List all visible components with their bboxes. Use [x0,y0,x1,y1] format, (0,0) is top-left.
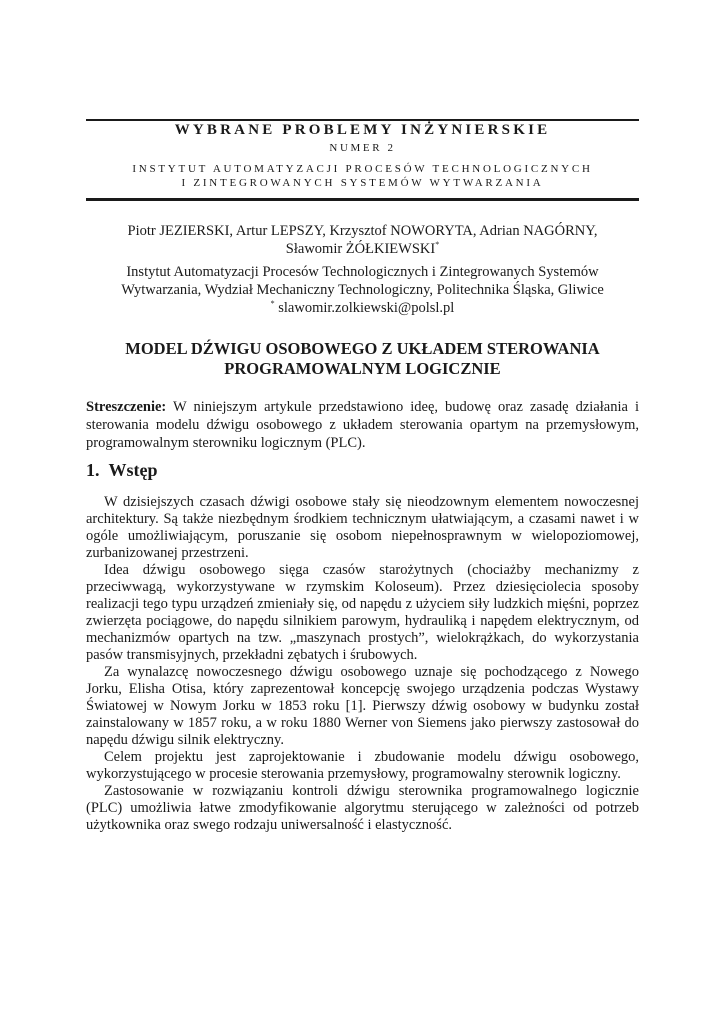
section-title: Wstęp [108,460,158,480]
abstract-text: W niniejszym artykule przedstawiono ideę, budowę oraz zasadę działania i sterowania modelu dźwigu osobowego z układem sterowania opartym na przemysłowym, programowalnym sterowniku logicznym (PLC). [86,399,639,451]
abstract [86,398,639,452]
authors-line-2 [86,240,639,258]
affiliation-email-line [86,299,639,317]
abstract-label: Streszczenie: [86,399,167,415]
body-paragraph-4: Celem projektu jest zaprojektowanie i zbudowanie modelu dźwigu osobowego, wykorzystującego w procesie sterowania przemysłowy, programowalny sterownik logiczny. [86,749,639,782]
affiliation-line-1: Instytut Automatyzacji Procesów Technologicznych i Zintegrowanych Systemów [126,264,599,280]
journal-issue-number: NUMER 2 [329,142,396,154]
header-top-rule [86,119,639,121]
authors-line-1: Piotr JEZIERSKI, Artur LEPSZY, Krzysztof NOWORYTA, Adrian NAGÓRNY, [127,223,598,239]
body-paragraph-5: Zastosowanie w rozwiązaniu kontroli dźwigu sterownika programowalnego logicznie (PLC) umożliwia łatwe zmodyfikowanie algorytmu sterującego w zależności od potrzeb użytkownika oraz swego rodzaju uniwersalność i elastyczność. [86,783,639,833]
journal-institute-line-2: I ZINTEGROWANYCH SYSTEMÓW WYTWARZANIA [181,177,544,189]
body-paragraph-2: Idea dźwigu osobowego sięga czasów starożytnych (chociażby mechanizmy z przeciwwagą, wykorzystywane w rzymskim Koloseum). Przez dziesięciolecia sposoby realizacji tego typu urządzeń zmieniały się, od napędu z użyciem siły ludzkich mięśni, poprzez zwierzęta pociągowe, do napędu silnikiem parowym, hydrauliką i napędem elektrycznym, od mechanizmów opartych na tzw. „maszynach prostych”, wielokrążkach, do wykorzystania pasów transmisyjnych, przekładni zębatych i śrubowych. [86,562,639,663]
paper-title-line-1: MODEL DŹWIGU OSOBOWEGO Z UKŁADEM STEROWANIA [125,339,600,358]
body-paragraph-3: Za wynalazcę nowoczesnego dźwigu osobowego uznaje się pochodzącego z Nowego Jorku, Elisha Otisa, który zaprezentował koncepcję swojego urządzenia podczas Wystawy Światowej w Nowym Jorku w 1853 roku [1]. Pierwszy dźwig osobowy w budynku został zainstalowany w 1857 roku, a w roku 1880 Werner von Siemens jako pierwszy zastosował do napędu dźwigu silnik elektryczny. [86,664,639,748]
section-heading [86,460,158,481]
author-footnote-mark: * [435,240,440,250]
header-bottom-rule [86,198,639,201]
affiliation-line-2: Wytwarzania, Wydział Mechaniczny Technologiczny, Politechnika Śląska, Gliwice [121,282,604,298]
paper-title-line-2: PROGRAMOWALNYM LOGICZNIE [224,359,501,378]
author-name: Sławomir ŻÓŁKIEWSKI [285,241,436,257]
email-footnote-mark: * [270,299,275,309]
body-paragraph-1: W dzisiejszych czasach dźwigi osobowe stały się nieodzownym elementem nowoczesnej architektury. Są także niezbędnym środkiem technicznym ułatwiającym, a czasami nawet i w ogóle umożliwiającym, poruszanie się osobom niepełnosprawnym w wielopoziomowej, zurbanizowanej przestrzeni. [86,494,639,561]
section-number: 1. [86,460,100,480]
journal-institute-line-1: INSTYTUT AUTOMATYZACJI PROCESÓW TECHNOLOGICZNYCH [132,163,593,175]
author-email: slawomir.zolkiewski@polsl.pl [274,300,455,316]
journal-series-title: WYBRANE PROBLEMY INŻYNIERSKIE [174,122,551,138]
